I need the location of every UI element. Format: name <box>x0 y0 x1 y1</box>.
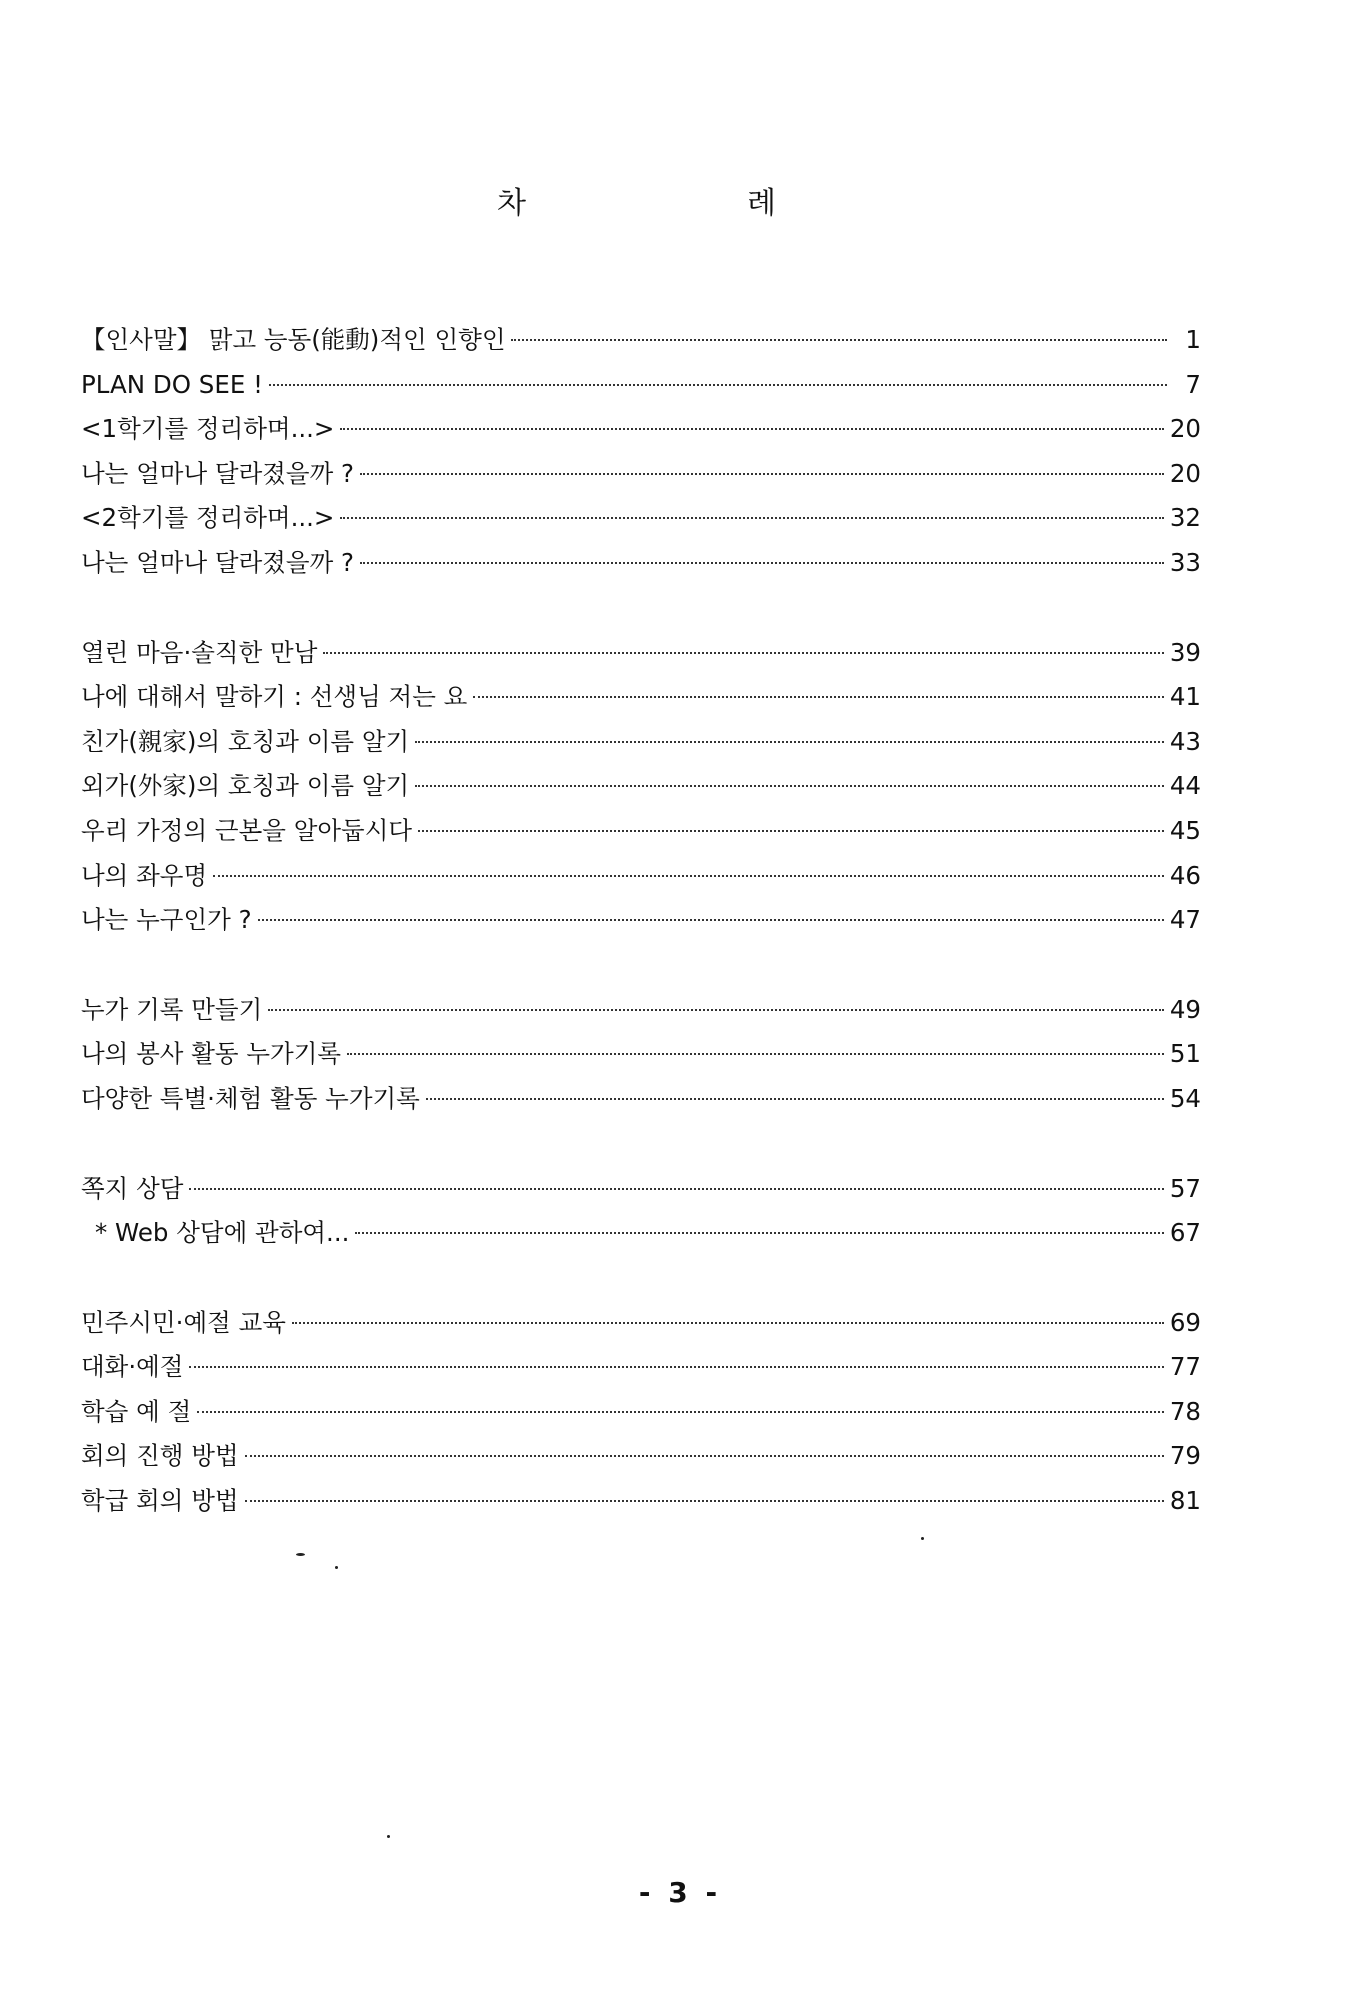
scan-speck <box>921 1537 924 1540</box>
toc-entry-title: 나는 누구인가 ? <box>81 905 252 935</box>
toc-section-3 <box>81 988 1201 1122</box>
dot-leader <box>245 1500 1164 1502</box>
dot-leader <box>258 919 1164 921</box>
toc-entry <box>81 496 1201 541</box>
toc-entry <box>81 631 1201 676</box>
toc-entry-title: <2학기를 정리하며...> <box>81 503 335 533</box>
toc-entry-title: 나는 얼마나 달라졌을까 ? <box>81 458 355 488</box>
dot-leader <box>360 562 1164 564</box>
toc-entry-page: 77 <box>1169 1352 1201 1382</box>
dot-leader <box>347 1053 1164 1055</box>
dot-leader <box>473 696 1163 698</box>
toc-entry <box>81 764 1201 809</box>
toc-entry <box>81 452 1201 497</box>
toc-entry <box>81 1479 1201 1524</box>
toc-entry-title: 대화·예절 <box>81 1352 184 1382</box>
page-title-right: 례 <box>747 186 776 221</box>
toc-entry <box>81 1434 1201 1479</box>
toc-entry-title: 외가(外家)의 호칭과 이름 알기 <box>81 771 410 801</box>
toc-entry-page: 44 <box>1169 771 1201 801</box>
dot-leader <box>268 1009 1164 1011</box>
toc-entry-page: 67 <box>1169 1218 1201 1248</box>
toc-entry-title: PLAN DO SEE ! <box>81 369 263 399</box>
toc-entry <box>81 1077 1201 1122</box>
toc-entry <box>81 541 1201 586</box>
toc-entry-page: 20 <box>1169 458 1201 488</box>
toc-entry-page: 41 <box>1169 682 1201 712</box>
toc-entry <box>81 854 1201 899</box>
page-number: - 3 - <box>638 1876 722 1909</box>
toc-entry-title: 우리 가정의 근본을 알아둡시다 <box>81 815 413 845</box>
dot-leader <box>340 428 1163 430</box>
toc-entry-page: 79 <box>1169 1441 1201 1471</box>
toc-entry-page: 54 <box>1169 1083 1201 1113</box>
toc-section-4 <box>81 1167 1201 1256</box>
dot-leader <box>418 830 1164 832</box>
page-title-left: 차 <box>497 186 526 221</box>
toc-entry-page: 1 <box>1185 325 1201 354</box>
toc-entry-page: 78 <box>1169 1396 1201 1426</box>
toc-entry <box>81 407 1201 452</box>
toc-entry-page: 51 <box>1169 1039 1201 1069</box>
dot-leader <box>415 785 1164 787</box>
toc-entry <box>81 1032 1201 1077</box>
toc-entry <box>81 1301 1201 1346</box>
dot-leader <box>245 1455 1164 1457</box>
scan-speck <box>296 1553 305 1556</box>
scan-speck <box>335 1566 338 1569</box>
dot-leader <box>360 473 1164 475</box>
toc-entry-page: 32 <box>1169 503 1201 533</box>
toc-entry-title: 학습 예 절 <box>81 1396 192 1426</box>
dot-leader <box>323 652 1163 654</box>
toc-entry-title: 민주시민·예절 교육 <box>81 1307 286 1337</box>
toc-entry-title: 다양한 특별·체험 활동 누가기록 <box>81 1083 420 1113</box>
toc-entry-page: 81 <box>1169 1486 1201 1516</box>
toc-entry <box>81 318 1201 363</box>
toc-entry-title: 나의 좌우명 <box>81 860 208 890</box>
toc-entry-page: 43 <box>1169 726 1201 756</box>
toc-entry-title: 열린 마음·솔직한 만남 <box>81 637 318 667</box>
dot-leader <box>189 1366 1163 1368</box>
toc-section-1 <box>81 318 1201 586</box>
toc-entry-page: 7 <box>1185 369 1201 399</box>
toc-entry-page: 49 <box>1169 994 1201 1024</box>
toc-entry-page: 20 <box>1169 414 1201 444</box>
toc-entry <box>81 1390 1201 1435</box>
dot-leader <box>213 875 1164 877</box>
toc-entry-page: 46 <box>1169 860 1201 890</box>
toc-entry-title: 【인사말】 맑고 능동(能動)적인 인향인 <box>81 325 506 354</box>
scan-speck <box>387 1835 390 1838</box>
toc-entry <box>81 1167 1201 1212</box>
toc-entry-page: 45 <box>1169 815 1201 845</box>
toc-entry-title: 나에 대해서 말하기 : 선생님 저는 요 <box>81 682 468 712</box>
toc-entry <box>81 898 1201 943</box>
toc-section-5 <box>81 1301 1201 1524</box>
toc-entry <box>81 1345 1201 1390</box>
toc-entry-title: 나는 얼마나 달라졌을까 ? <box>81 547 355 577</box>
toc-entry-title: 친가(親家)의 호칭과 이름 알기 <box>81 726 410 756</box>
dot-leader <box>189 1188 1163 1190</box>
toc-entry-title: 회의 진행 방법 <box>81 1441 239 1471</box>
toc-entry <box>81 720 1201 765</box>
dot-leader <box>269 384 1167 386</box>
dot-leader <box>415 741 1164 743</box>
toc-section-2 <box>81 631 1201 943</box>
dot-leader <box>511 339 1167 341</box>
toc-entry-page: 47 <box>1169 905 1201 935</box>
toc-entry-title: * Web 상담에 관하여... <box>95 1218 350 1248</box>
toc-entry <box>81 988 1201 1033</box>
toc-entry-page: 39 <box>1169 637 1201 667</box>
toc-entry-page: 57 <box>1169 1173 1201 1203</box>
toc-entry-title: <1학기를 정리하며...> <box>81 414 335 444</box>
toc-entry-page: 33 <box>1169 547 1201 577</box>
toc-entry-title: 누가 기록 만들기 <box>81 994 263 1024</box>
dot-leader <box>197 1411 1164 1413</box>
toc-entry <box>81 809 1201 854</box>
toc-entry-title: 학급 회의 방법 <box>81 1486 239 1516</box>
toc-entry-page: 69 <box>1169 1307 1201 1337</box>
toc-entry <box>81 363 1201 408</box>
toc-entry <box>81 675 1201 720</box>
toc-entry-title: 쪽지 상담 <box>81 1173 184 1203</box>
dot-leader <box>355 1232 1163 1234</box>
table-of-contents <box>81 318 1201 1569</box>
toc-entry-title: 나의 봉사 활동 누가기록 <box>81 1039 342 1069</box>
dot-leader <box>426 1098 1164 1100</box>
dot-leader <box>340 517 1163 519</box>
dot-leader <box>292 1322 1164 1324</box>
toc-entry <box>81 1211 1201 1256</box>
